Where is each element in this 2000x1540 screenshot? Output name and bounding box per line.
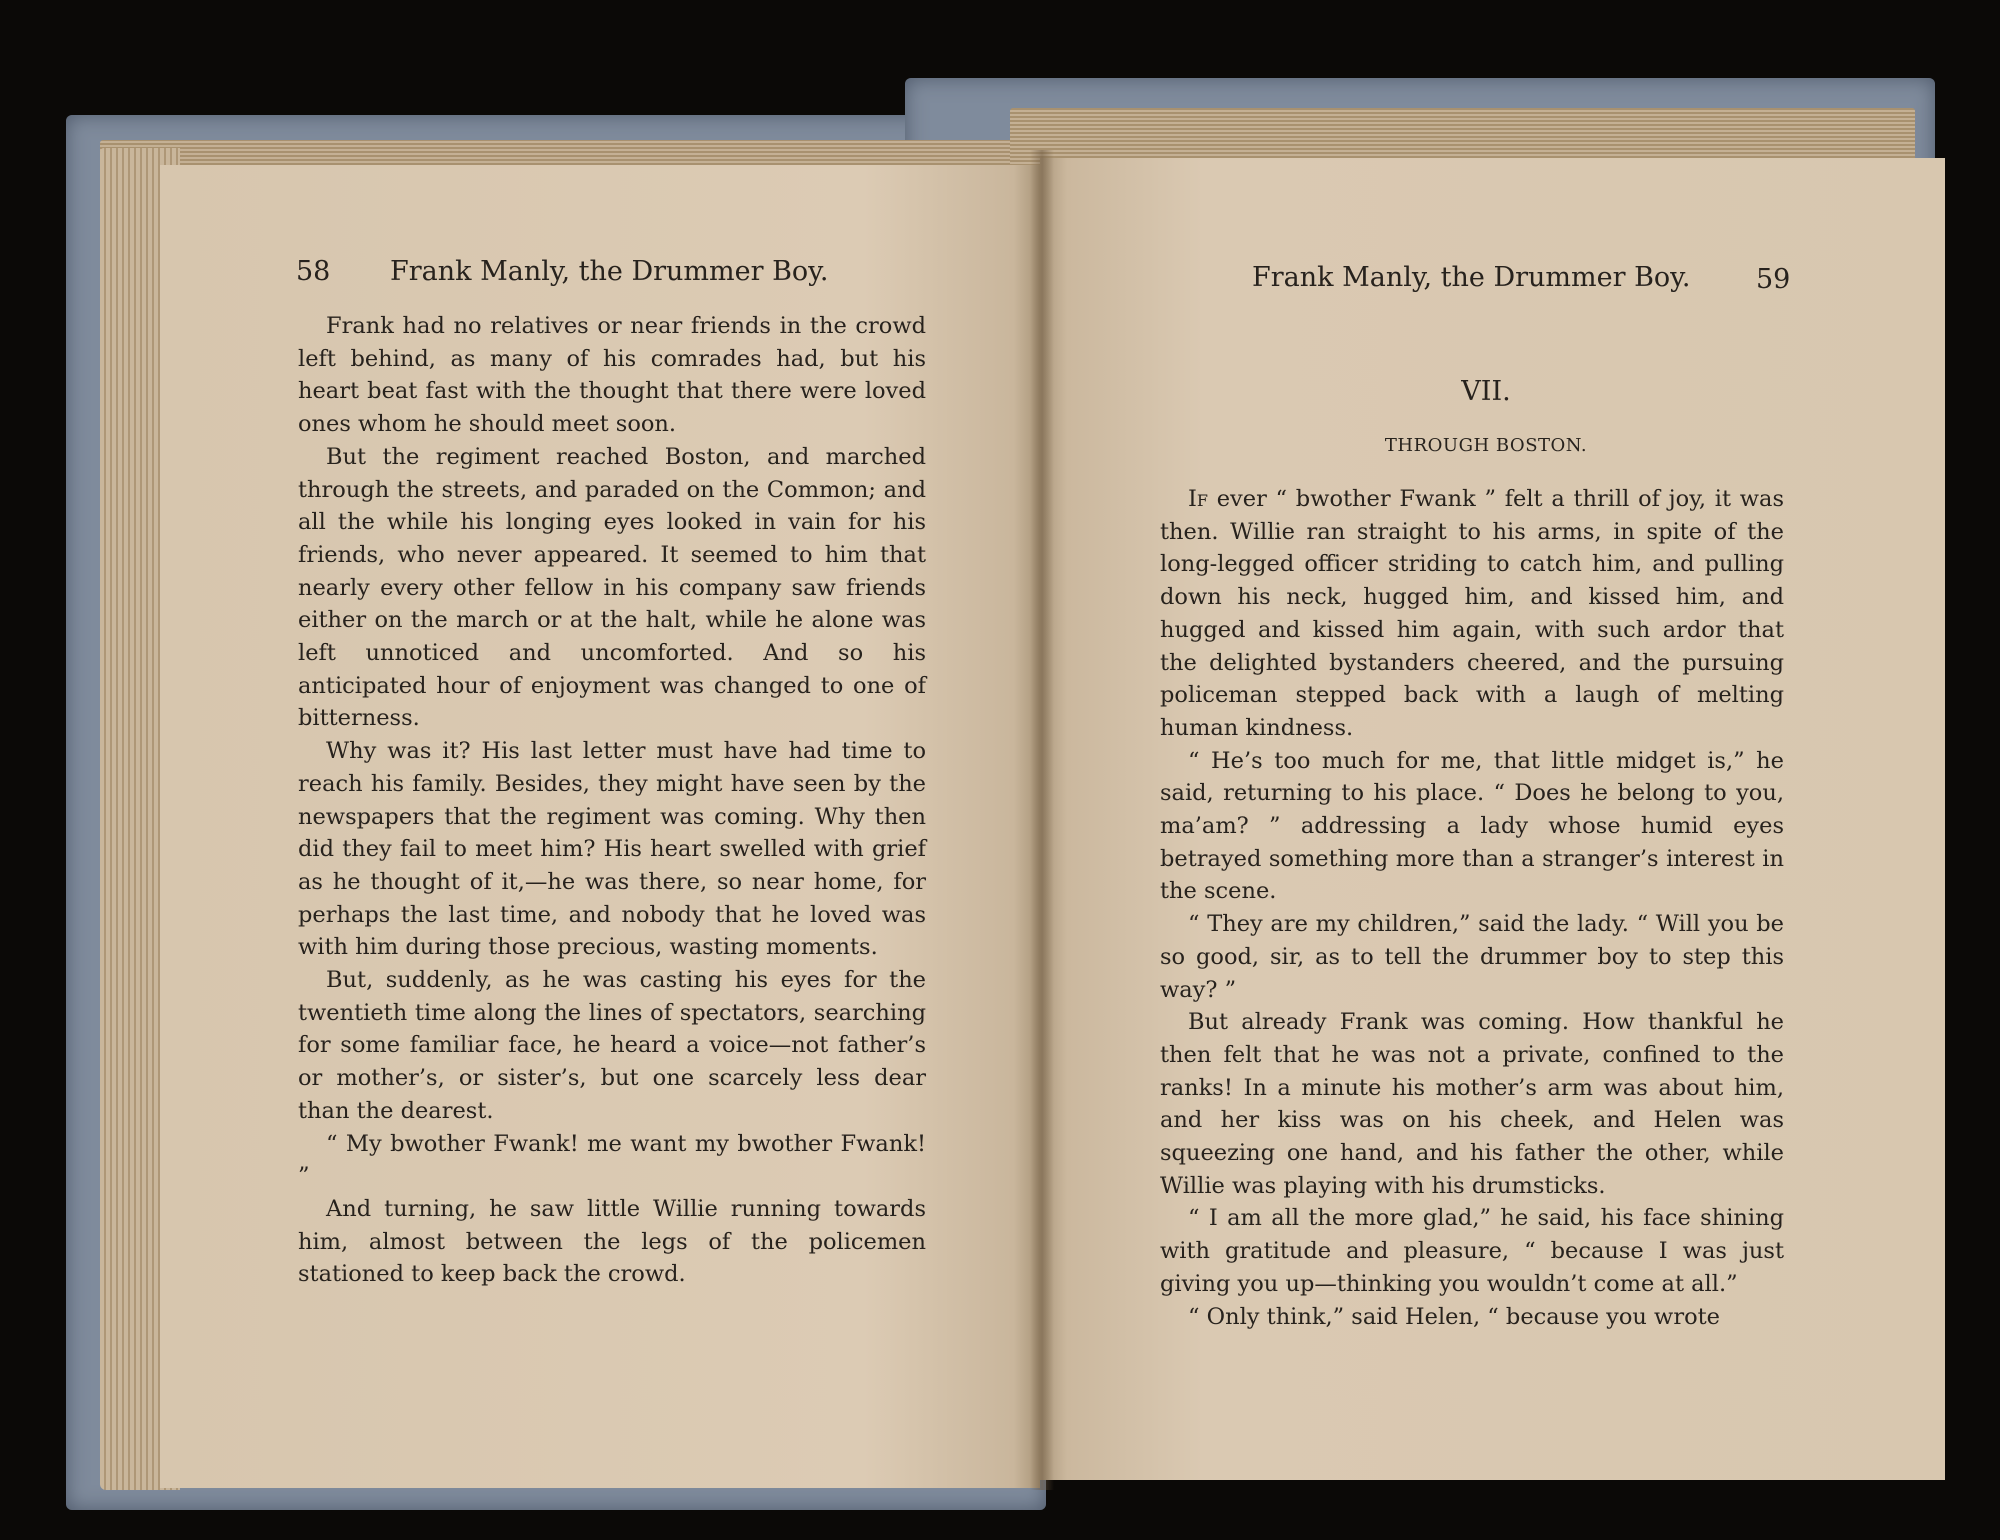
right-first-paragraph — [1160, 483, 1784, 745]
right-paragraph: “ They are my children,” said the lady. “ Will you be so good, sir, as to tell the drummer boy to step this way? ” — [1160, 911, 1784, 1003]
left-paragraph: But, suddenly, as he was casting his eyes for the twentieth time along the lines of spectators, searching for some familiar face, he heard a voice—not father’s or mother’s, or sister’s, but one scarcely less dear than the dearest. — [298, 967, 926, 1124]
left-paragraph: Frank had no relatives or near friends in the crowd left behind, as many of his comrades had, but his heart beat fast with the thought that there were loved ones whom he should meet soon. — [298, 313, 926, 438]
chapter-title: THROUGH BOSTON. — [1384, 435, 1588, 456]
right-paragraph: “ I am all the more glad,” he said, his face shining with gratitude and pleasure, “ because I was just giving you up—thinking you wouldn’t come at all.” — [1160, 1205, 1784, 1297]
first-paragraph-text: ever “ bwother Fwank ” felt a thrill of joy, it was then. Willie ran straight to his arms, in spite of the long-legged officer striding to catch him, and pulling down his neck, hugged him, and kissed him, and hugged and kissed him again, with such ardor that the delighted bystanders cheered, and the pursuing policeman stepped back with a laugh of melting human kindness. — [1160, 486, 1784, 741]
left-paragraph: But the regiment reached Boston, and marched through the streets, and paraded on the Common; and all the while his longing eyes looked in vain for his friends, who never appeared. It seemed to him that nearly every other fellow in his company saw friends either on the march or at the halt, while he alone was left unnoticed and uncomforted. And so his anticipated hour of enjoyment was changed to one of bitterness. — [298, 443, 926, 732]
left-paragraph: And turning, he saw little Willie running towards him, almost between the legs of the policemen stationed to keep back the crowd. — [298, 1195, 926, 1288]
left-running-head: Frank Manly, the Drummer Boy. — [390, 256, 829, 287]
right-paragraph: “ Only think,” said Helen, “ because you wrote — [1188, 1303, 1720, 1330]
chapter-number: VII. — [1461, 376, 1511, 407]
right-page-number: 59 — [1756, 264, 1791, 295]
left-page-body — [298, 310, 926, 1291]
right-running-head: Frank Manly, the Drummer Boy. — [1252, 262, 1691, 293]
drop-word: If — [1188, 486, 1208, 512]
book-gutter — [1030, 150, 1054, 1490]
right-paragraph: But already Frank was coming. How thankful he then felt that he was not a private, confined to the ranks! In a minute his mother’s arm was about him, and her kiss was on his cheek, and Helen was squeezing one hand, and his father the other, while Willie was playing with his drumsticks. — [1160, 1009, 1784, 1199]
left-page-number: 58 — [296, 256, 331, 287]
left-paragraph: Why was it? His last letter must have had time to reach his family. Besides, they might have seen by the newspapers that the regiment was coming. Why then did they fail to meet him? His heart swelled with grief as he thought of it,—he was there, so near home, for perhaps the last time, and nobody that he loved was with him during those precious, wasting moments. — [298, 738, 926, 961]
right-page-body — [1160, 483, 1784, 1333]
right-paragraph: “ He’s too much for me, that little midget is,” he said, returning to his place. “ Does he belong to you, ma’am? ” addressing a lady whose humid eyes betrayed something more than a stranger’s interest in the scene. — [1160, 747, 1784, 905]
left-paragraph: “ My bwother Fwank! me want my bwother Fwank! ” — [298, 1130, 926, 1190]
